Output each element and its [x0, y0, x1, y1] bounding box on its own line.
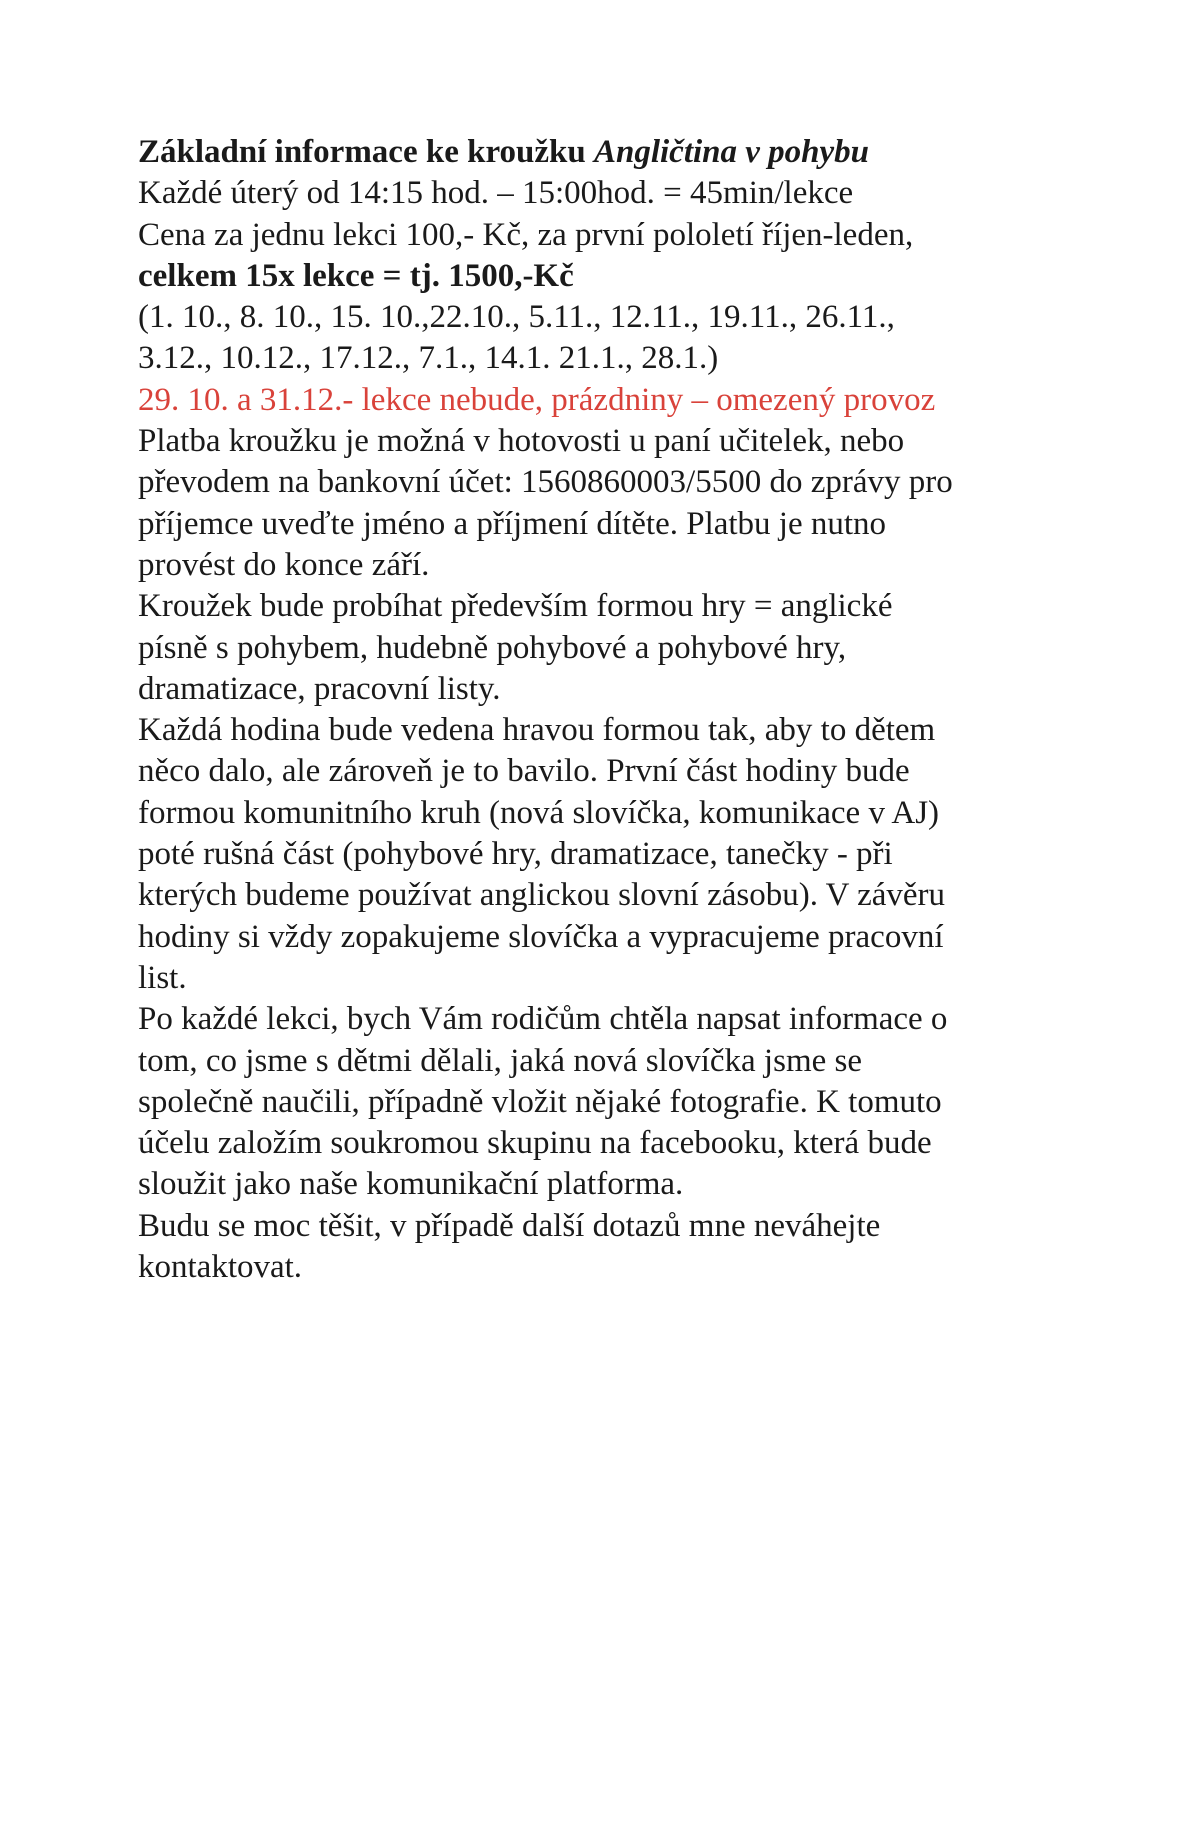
communication-line: tom, co jsme s dětmi dělali, jaká nová slovíčka jsme se [138, 1042, 863, 1079]
lesson-line: poté rušná část (pohybové hry, dramatizace, tanečky - při [138, 836, 893, 873]
payment-line: příjemce uveďte jméno a příjmení dítěte. Platbu je nutno [138, 505, 887, 542]
lesson-line: něco dalo, ale zároveň je to bavilo. První část hodiny bude [138, 753, 910, 790]
closing-line: kontaktovat. [138, 1249, 303, 1286]
dates-line: (1. 10., 8. 10., 15. 10.,22.10., 5.11., 12.11., 19.11., 26.11., [138, 299, 895, 336]
schedule-line: Každé úterý od 14:15 hod. – 15:00hod. = 45min/lekce [138, 175, 854, 212]
lesson-line: hodiny si vždy zopakujeme slovíčka a vypracujeme pracovní [138, 918, 944, 955]
document-body [138, 132, 1138, 1288]
price-line: Cena za jednu lekci 100,- Kč, za první pololetí říjen-leden, [138, 216, 914, 253]
format-line: písně s pohybem, hudebně pohybové a pohybové hry, [138, 629, 847, 666]
communication-line: sloužit jako naše komunikační platforma. [138, 1166, 684, 1203]
communication-line: Po každé lekci, bych Vám rodičům chtěla napsat informace o [138, 1001, 948, 1038]
format-line: Kroužek bude probíhat především formou hry = anglické [138, 588, 893, 625]
closing-line: Budu se moc těšit, v případě další dotazů mne neváhejte [138, 1207, 881, 1244]
title-lead: Základní informace ke kroužku [138, 134, 594, 170]
format-line: dramatizace, pracovní listy. [138, 670, 501, 707]
document-title [138, 132, 1138, 173]
lesson-line: Každá hodina bude vedena hravou formou tak, aby to dětem [138, 712, 936, 749]
communication-line: společně naučili, případně vložit nějaké fotografie. K tomuto [138, 1083, 942, 1120]
payment-line: převodem na bankovní účet: 1560860003/5500 do zprávy pro [138, 464, 953, 501]
lesson-line: formou komunitního kruh (nová slovíčka, komunikace v AJ) [138, 794, 940, 831]
communication-line: účelu založím soukromou skupinu na facebooku, která bude [138, 1125, 932, 1162]
lesson-line: kterých budeme používat anglickou slovní zásobu). V závěru [138, 877, 946, 914]
lesson-line: list. [138, 959, 187, 996]
course-name: Angličtina v pohybu [593, 134, 870, 170]
payment-line: Platba kroužku je možná v hotovosti u paní učitelek, nebo [138, 423, 905, 460]
holiday-notice: 29. 10. a 31.12.- lekce nebude, prázdniny – omezený provoz [138, 381, 936, 418]
payment-line: provést do konce září. [138, 546, 430, 583]
total-price-line: celkem 15x lekce = tj. 1500,-Kč [138, 257, 574, 294]
dates-line: 3.12., 10.12., 17.12., 7.1., 14.1. 21.1., 28.1.) [138, 340, 719, 377]
